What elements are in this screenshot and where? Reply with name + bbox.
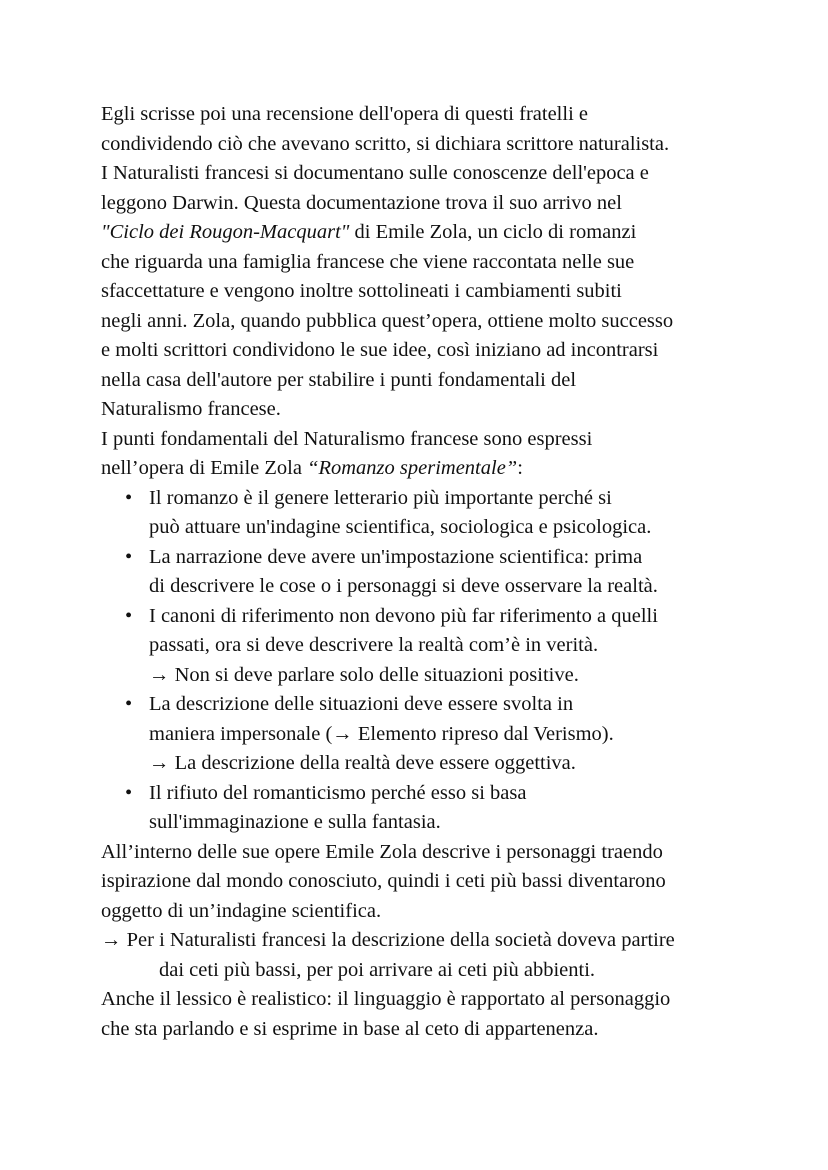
work-title-romanzo-sperimentale: “Romanzo sperimentale” [307, 457, 518, 479]
text-line: che riguarda una famiglia francese che viene raccontata nelle sue [101, 250, 635, 273]
text-fragment: Il romanzo è il genere letterario più importante perché si [149, 486, 612, 509]
text-line: I Naturalisti francesi si documentano sulle conoscenze dell'epoca e [101, 162, 649, 184]
text-line: e molti scrittori condividono le sue idee, così iniziano ad incontrarsi [101, 339, 659, 361]
text-fragment: nell’opera di Emile Zola [101, 457, 308, 479]
text-line [101, 543, 801, 573]
list-item [101, 543, 801, 602]
text-fragment: Il rifiuto del romanticismo perché esso si basa [149, 781, 527, 804]
text-line: sull'immaginazione e sulla fantasia. [149, 811, 441, 833]
text-line [101, 602, 801, 632]
paragraph-society [101, 926, 801, 985]
text-line: maniera impersonale (→ Elemento ripreso dal Verismo). [149, 722, 614, 745]
text-line: può attuare un'indagine scientifica, sociologica e psicologica. [149, 516, 652, 538]
text-line: → La descrizione della realtà deve essere oggettiva. [149, 752, 576, 774]
text-line: di descrivere le cose o i personaggi si deve osservare la realtà. [149, 575, 658, 597]
text-fragment: I canoni di riferimento non devono più far riferimento a quelli [149, 604, 658, 627]
text-line: negli anni. Zola, quando pubblica quest’opera, ottiene molto successo [101, 309, 674, 332]
text-line [101, 218, 801, 248]
text-line: ispirazione dal mondo conosciuto, quindi i ceti più bassi diventarono [101, 870, 666, 892]
text-line: passati, ora si deve descrivere la realtà com’è in verità. [149, 634, 599, 656]
text-line: Naturalismo francese. [101, 398, 281, 420]
work-title-rougon-macquart: "Ciclo dei Rougon-Macquart" [101, 221, 350, 243]
paragraph-characters [101, 838, 801, 927]
text-line: Anche il lessico è realistico: il linguaggio è rapportato al personaggio [101, 988, 671, 1010]
list-item [101, 602, 801, 691]
text-line: oggetto di un’indagine scientifica. [101, 899, 382, 922]
list-item [101, 779, 801, 838]
list-item [101, 484, 801, 543]
text-line [101, 484, 801, 514]
text-line: → Per i Naturalisti francesi la descrizione della società doveva partire [101, 929, 675, 951]
text-line [101, 779, 801, 809]
bullet-icon: • [125, 604, 133, 627]
text-line: dai ceti più bassi, per poi arrivare ai ceti più abbienti. [159, 958, 596, 981]
text-line: nella casa dell'autore per stabilire i punti fondamentali del [101, 368, 577, 391]
paragraph-principles-intro [101, 425, 801, 484]
document-body [101, 100, 801, 1044]
text-line: Egli scrisse poi una recensione dell'opera di questi fratelli e [101, 103, 588, 125]
text-fragment: La descrizione delle situazioni deve essere svolta in [149, 693, 574, 715]
bullet-icon: • [125, 545, 133, 568]
text-fragment: : [517, 457, 523, 479]
text-fragment: La narrazione deve avere un'impostazione scientifica: prima [149, 545, 643, 568]
bullet-list [101, 484, 801, 838]
text-line: → Non si deve parlare solo delle situazioni positive. [149, 663, 579, 686]
paragraph-intro [101, 100, 801, 425]
bullet-icon: • [125, 781, 133, 804]
text-line: che sta parlando e si esprime in base al ceto di appartenenza. [101, 1017, 599, 1040]
text-line: All’interno delle sue opere Emile Zola descrive i personaggi traendo [101, 840, 663, 863]
list-item [101, 690, 801, 779]
bullet-icon: • [125, 486, 133, 509]
text-line [101, 690, 801, 720]
paragraph-lexicon [101, 985, 801, 1044]
text-line [101, 454, 801, 484]
text-line: condividendo ciò che avevano scritto, si dichiara scrittore naturalista. [101, 132, 670, 155]
bullet-icon: • [125, 693, 133, 715]
text-line: leggono Darwin. Questa documentazione trova il suo arrivo nel [101, 191, 622, 214]
text-line: I punti fondamentali del Naturalismo francese sono espressi [101, 427, 593, 450]
text-fragment: di Emile Zola, un ciclo di romanzi [349, 221, 637, 243]
text-line: sfaccettature e vengono inoltre sottolineati i cambiamenti subiti [101, 280, 622, 302]
